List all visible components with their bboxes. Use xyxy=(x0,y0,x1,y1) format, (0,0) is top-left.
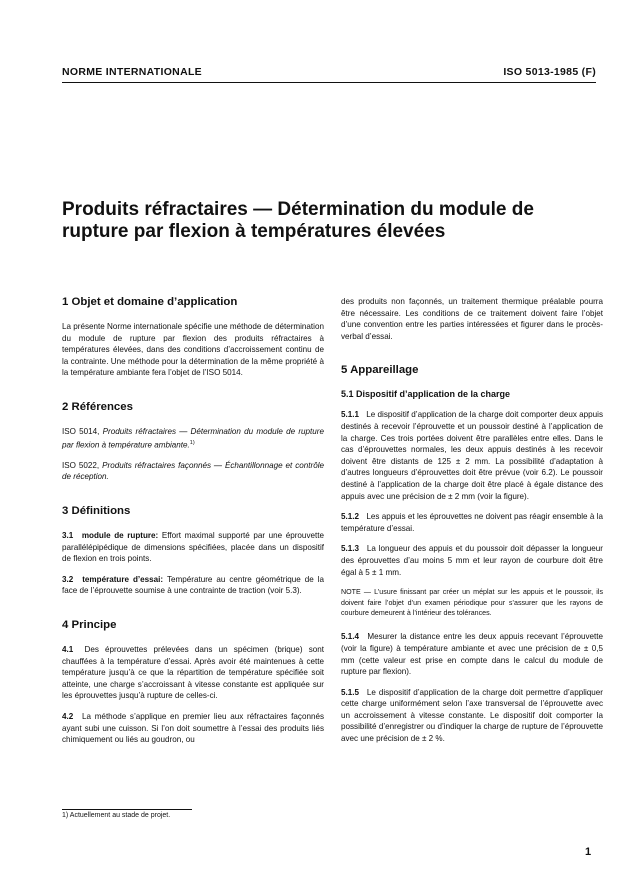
defined-term: module de rupture: xyxy=(81,531,159,541)
footnote-rule xyxy=(62,809,192,810)
continued-paragraph: des produits non façonnés, un traitement thermique préalable pourra être nécessaire. Les conditions de ce traitement doivent faire l’objet d’une convention entre les parties intéressées et figurer dans le procès-verbal d’essai. xyxy=(341,297,603,341)
note: NOTE — L’usure finissant par créer un méplat sur les appuis et le poussoir, ils doivent faire l’objet d’un examen périodique pour s’assurer que les rayons de courbure demeurent à l’intérieur des tolérances. xyxy=(341,588,603,617)
clause-4-2 xyxy=(62,711,324,746)
reference-iso-5014 xyxy=(62,426,324,451)
clause-number: 3.1 xyxy=(62,531,74,541)
definition-3-1 xyxy=(62,530,324,565)
left-column xyxy=(62,296,324,755)
clause-4-1 xyxy=(62,644,324,702)
header-left: NORME INTERNATIONALE xyxy=(62,66,202,78)
definition-3-2 xyxy=(62,574,324,597)
header-rule xyxy=(62,82,596,83)
clause-number: 4.2 xyxy=(62,711,74,721)
page-number: 1 xyxy=(585,846,592,858)
clause-5-1-3 xyxy=(341,543,603,578)
section-3-heading: 3 Définitions xyxy=(62,505,131,518)
section-5-1-heading: 5.1 Dispositif d’application de la charge xyxy=(341,389,511,400)
section-5-heading: 5 Appareillage xyxy=(341,364,419,377)
clause-number: 5.1.1 xyxy=(341,410,360,420)
defined-term: température d’essai: xyxy=(82,574,164,584)
clause-text: Le dispositif d’application de la charge doit permettre d’appliquer cette charge uniformément selon l’axe transversal de l’éprouvette avec un accroissement à vitesse constante. Le dispositif doit comporter la possibilité d’enregistrer ou d’indiquer la charge de rupture de l’éprouvette avec une précision de ± 2 %. xyxy=(341,687,603,744)
clause-number: 5.1.3 xyxy=(341,544,360,554)
section-2-heading: 2 Références xyxy=(62,400,133,413)
clause-text: La longueur des appuis et du poussoir doit dépasser la longueur des éprouvettes d’au moins 5 mm et leur rayon de courbure doit être égal à 5 ± 1 mm. xyxy=(341,544,603,577)
clause-text: Les appuis et les éprouvettes ne doivent pas réagir ensemble à la température d’essai. xyxy=(341,512,603,533)
title-line-1: Produits réfractaires — Détermination du module de xyxy=(62,199,534,220)
clause-number: 5.1.4 xyxy=(341,632,360,642)
definition-text: Effort maximal supporté par une éprouvette parallélépipédique de dimensions spécifiées, placée dans un dispositif de flexion en trois points. xyxy=(62,531,324,564)
footnote-marker: 1) xyxy=(189,439,195,446)
reference-iso-5022 xyxy=(62,460,324,483)
clause-5-1-4 xyxy=(341,631,603,677)
title-line-2: rupture par flexion à températures élevées xyxy=(62,221,446,242)
document-title xyxy=(62,199,602,243)
definition-text: Température au centre géométrique de la face de l’éprouvette soumise à une contrainte de traction (voir 5.3). xyxy=(62,574,325,596)
ref-title: Produits réfractaires — Détermination du module de rupture par flexion à température ambiante. xyxy=(62,426,324,450)
clause-text: Le dispositif d’application de la charge doit comporter deux appuis destinés à recevoir l’éprouvette et un poussoir destiné à l’application de la charge. Ces trois portées doivent être parallèles entre elles. Dans le cas d’éprouvettes normales, les deux appuis destinés à les recevoir doivent être distants de 125 ± 2 mm. La possibilité d’adaptation à d’autres longueurs d’éprouvettes doit être prévue (voir 6.2). Le poussoir destiné à l’application de la charge doit être placé à égale distance des appuis avec une précision de ± 2 mm (voir la figure). xyxy=(341,410,604,501)
clause-text: Mesurer la distance entre les deux appuis recevant l’éprouvette (voir la figure) à température ambiante et avec une précision de ± 0,5 mm (cette valeur est prise en compte dans le calcul du module de rupture par flexion). xyxy=(341,632,604,677)
footnote: 1) Actuellement au stade de projet. xyxy=(62,812,171,819)
clause-5-1-2 xyxy=(341,511,603,534)
clause-5-1-5 xyxy=(341,687,603,745)
clause-number: 4.1 xyxy=(62,645,74,654)
header-right: ISO 5013-1985 (F) xyxy=(503,66,596,78)
section-4-heading: 4 Principe xyxy=(62,619,117,631)
right-column xyxy=(341,296,603,754)
section-1-paragraph: La présente Norme internationale spécifie une méthode de détermination du module de rupture par flexion des produits réfractaires à températures élevées, dans des conditions d’accroissement continu de la contrainte. Une méthode pour la détermination de la même propriété à la température ambiante fera l’objet de l’ISO 5014. xyxy=(62,322,324,378)
ref-code: ISO 5022, xyxy=(62,460,100,470)
clause-text: La méthode s’applique en premier lieu aux réfractaires façonnés ayant subi une cuisson. Si l’on doit soumettre à l’essai des produits liés chimiquement ou liés au goudron, ou xyxy=(62,711,325,745)
section-1-heading: 1 Objet et domaine d’application xyxy=(62,296,238,308)
clause-5-1-1 xyxy=(341,409,603,502)
clause-text: Des éprouvettes prélevées dans un spécimen (brique) sont chauffées à la température d’essai. Après avoir été maintenues à cette température jusqu’à ce que la répartition de température spécifiée soit atteinte, une charge s’accroissant à vitesse constante est appliquée sur les éprouvettes jusqu’à rupture de celles-ci. xyxy=(62,645,325,701)
clause-number: 3.2 xyxy=(62,574,74,584)
ref-code: ISO 5014, xyxy=(62,426,100,436)
clause-number: 5.1.5 xyxy=(341,687,360,697)
ref-title: Produits réfractaires façonnés — Échantillonnage et contrôle de réception. xyxy=(62,460,324,482)
running-header xyxy=(62,66,596,78)
clause-number: 5.1.2 xyxy=(341,512,360,522)
